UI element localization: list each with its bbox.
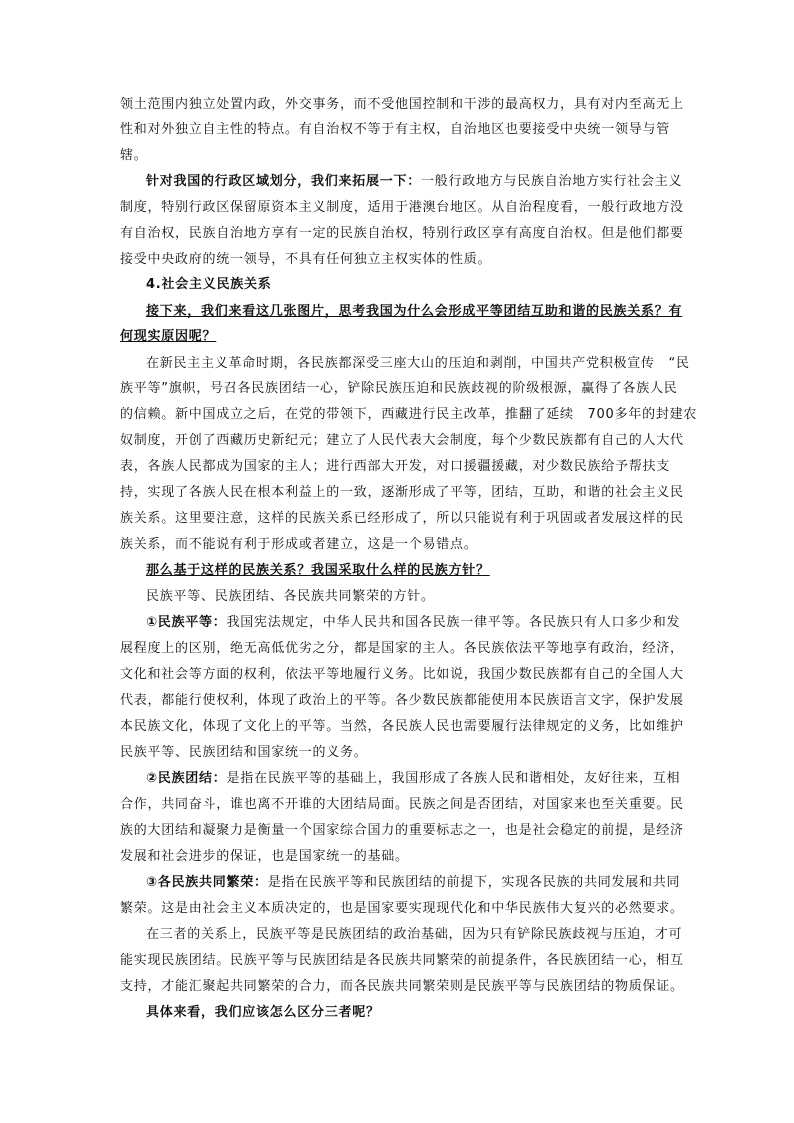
paragraph-line: 合作，共同奋斗，谁也离不开谁的大团结局面。民族之间是否团结，对国家来也至关重要。民 bbox=[120, 797, 684, 812]
question-line: 何现实原因呢？ bbox=[120, 329, 217, 344]
paragraph-line: 领土范围内独立处置内政，外交事务，而不受他国控制和干涉的最高权力，具有对内至高无上 bbox=[120, 97, 684, 112]
paragraph-line: 在三者的关系上，民族平等是民族团结的政治基础，因为只有铲除民族歧视与压迫，才可 bbox=[146, 927, 683, 942]
paragraph-line: 代表，都能行使权利，体现了政治上的平等。各少数民族都能使用本民族语言文字，保护发展 bbox=[120, 693, 684, 708]
paragraph-line: 繁荣。这是由社会主义本质决定的，也是国家要实现现代化和中华民族伟大复兴的必然要求。 bbox=[120, 901, 684, 916]
paragraph-line: 发展和社会进步的保证，也是国家统一的基础。 bbox=[120, 849, 409, 864]
paragraph-line: 民族平等、民族团结和国家统一的义务。 bbox=[120, 745, 368, 760]
paragraph-line: 辖。 bbox=[120, 148, 148, 163]
paragraph-line: 族关系，而不能说有利于形成或者建立，这是一个易错点。 bbox=[120, 537, 478, 552]
paragraph-line: 本民族文化，体现了文化上的平等。当然，各民族人民也需要履行法律规定的义务，比如维护 bbox=[120, 719, 684, 734]
paragraph-text: 是指在民族平等和民族团结的前提下，实现各民族的共同发展和共同 bbox=[267, 875, 681, 890]
paragraph-line: 族平等”旗帜，号召各民族团结一心，铲除民族压迫和民族歧视的阶级根源，赢得了各族人民 bbox=[120, 381, 678, 396]
paragraph-line: 接受中央政府的统一领导，不具有任何独立主权实体的性质。 bbox=[120, 252, 492, 267]
question-line: 接下来，我们来看这几张图片，思考我国为什么会形成平等团结互助和谐的民族关系？有 bbox=[146, 304, 683, 319]
paragraph-line: 文化和社会等方面的权利，依法平等地履行义务。比如说，我国少数民族都有自己的全国人大 bbox=[120, 667, 684, 682]
paragraph-line: 制度，特别行政区保留原资本主义制度，适用于港澳台地区。从自治程度看，一般行政地方没 bbox=[120, 200, 684, 215]
paragraph-line: 持，实现了各族人民在根本利益上的一致，逐渐形成了平等，团结，互助，和谐的社会主义民 bbox=[120, 485, 684, 500]
section-heading: 4.社会主义民族关系 bbox=[146, 277, 272, 292]
paragraph-line: 支持，才能汇聚起共同繁荣的合力，而各民族共同繁荣则是民族平等与民族团结的物质保证。 bbox=[120, 979, 684, 994]
paragraph-line bbox=[146, 615, 680, 631]
paragraph-line bbox=[146, 771, 680, 787]
paragraph-line: 在新民主主义革命时期，各民族都深受三座大山的压迫和剥削，中国共产党积极宣传 “民 bbox=[146, 356, 690, 371]
term-label: ③各民族共同繁荣： bbox=[146, 875, 268, 890]
paragraph-line bbox=[146, 875, 680, 891]
paragraph-text: 一般行政地方与民族自治地方实行社会主义 bbox=[421, 174, 683, 189]
emphasis-text: 针对我国的行政区域划分，我们来拓展一下： bbox=[146, 174, 422, 189]
paragraph-line: 族的大团结和凝聚力是衡量一个国家综合国力的重要标志之一，也是社会稳定的前提，是经济 bbox=[120, 823, 684, 838]
paragraph-line: 民族平等、民族团结、各民族共同繁荣的方针。 bbox=[146, 589, 435, 604]
paragraph-text: 我国宪法规定，中华人民共和国各民族一律平等。各民族只有人口多少和发 bbox=[226, 615, 681, 630]
paragraph-line: 族关系。这里要注意，这样的民族关系已经形成了，所以只能说有利于巩固或者发展这样的民 bbox=[120, 511, 684, 526]
term-label: ②民族团结： bbox=[146, 771, 227, 786]
paragraph-line: 能实现民族团结。民族平等与民族团结是各民族共同繁荣的前提条件，各民族团结一心，相互 bbox=[120, 953, 684, 968]
paragraph-line bbox=[146, 174, 682, 190]
paragraph-text: 是指在民族平等的基础上，我国形成了各族人民和谐相处，友好往来，互相 bbox=[226, 771, 681, 786]
paragraph-line: 表，各族人民都成为国家的主人；进行西部大开发，对口援疆援藏，对少数民族给予帮扶支 bbox=[120, 459, 671, 474]
paragraph-line: 有自治权，民族自治地方享有一定的民族自治权，特别行政区享有高度自治权。但是他们都要 bbox=[120, 226, 684, 241]
question-line: 那么基于这样的民族关系？我国采取什么样的民族方针？ bbox=[146, 563, 490, 578]
paragraph-line: 的信赖。新中国成立之后，在党的带领下，西藏进行民主改革，推翻了延续 700多年的封建农 bbox=[120, 407, 698, 422]
question-line: 具体来看，我们应该怎么区分三者呢？ bbox=[146, 1005, 380, 1020]
paragraph-line: 奴制度，开创了西藏历史新纪元；建立了人民代表大会制度，每个少数民族都有自己的人大代 bbox=[120, 433, 684, 448]
paragraph-line: 性和对外独立自主性的特点。有自治权不等于有主权，自治地区也要接受中央统一领导与管 bbox=[120, 122, 671, 137]
term-label: ①民族平等： bbox=[146, 615, 227, 630]
paragraph-line: 展程度上的区别，绝无高低优劣之分，都是国家的主人。各民族依法平等地享有政治，经济， bbox=[120, 641, 684, 656]
